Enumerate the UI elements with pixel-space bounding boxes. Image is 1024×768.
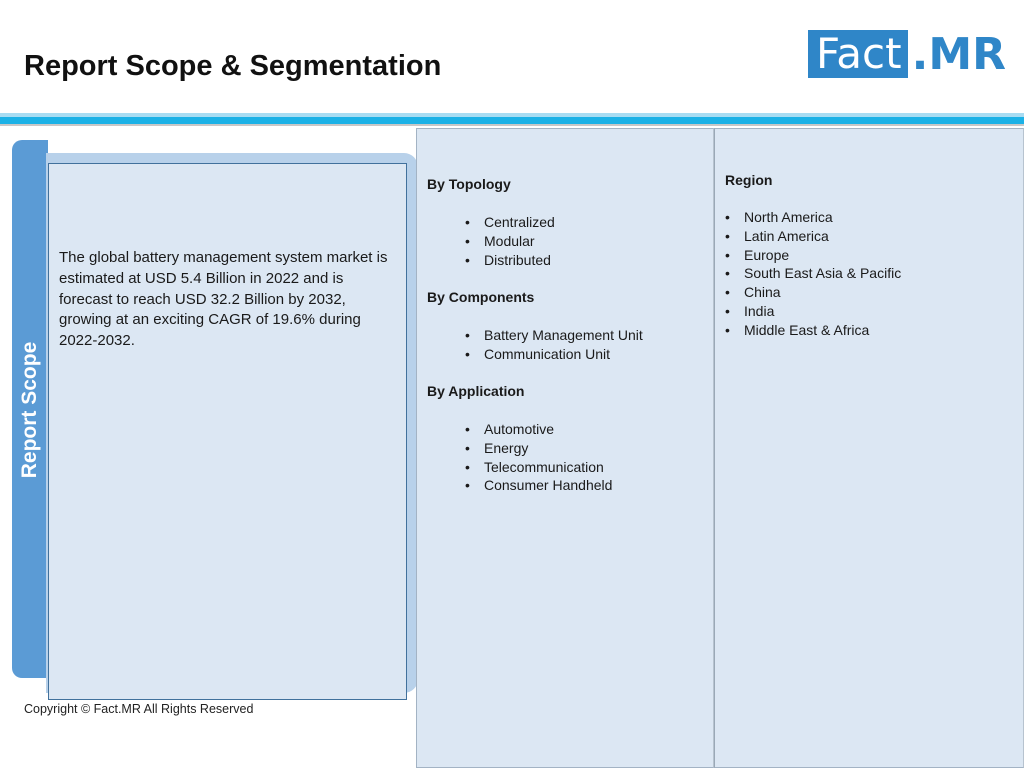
logo-suffix-text: .MR (911, 28, 1006, 80)
bullet-icon: • (725, 246, 730, 263)
bullet-icon: • (725, 321, 730, 338)
components-heading: By Components (427, 289, 535, 305)
list-item-label: Telecommunication (484, 458, 604, 475)
bullet-icon: • (465, 327, 470, 343)
list-item-label: Middle East & Africa (744, 321, 870, 338)
list-item (725, 302, 901, 321)
header-rule (0, 117, 1024, 124)
segmentation-panel (416, 128, 714, 768)
bullet-icon: • (465, 439, 470, 456)
list-item (725, 208, 901, 227)
bullet-icon: • (725, 209, 730, 225)
list-item (725, 321, 901, 340)
region-panel (714, 128, 1024, 768)
list-item-label: Centralized (484, 214, 555, 230)
bullet-icon: • (725, 227, 730, 244)
list-item (465, 232, 555, 251)
list-item-label: Battery Management Unit (484, 327, 643, 343)
application-list (465, 420, 612, 495)
bullet-icon: • (465, 232, 470, 249)
bullet-icon: • (725, 265, 730, 282)
bullet-icon: • (465, 251, 470, 268)
list-item (725, 264, 901, 283)
list-item (725, 246, 901, 265)
list-item (465, 251, 555, 270)
list-item-label: Automotive (484, 421, 555, 437)
list-item (465, 345, 643, 364)
list-item-label: Communication Unit (484, 345, 611, 362)
list-item-label: Energy (484, 439, 529, 456)
header-rule-shadow (0, 124, 1024, 126)
application-heading: By Application (427, 383, 525, 399)
fact-mr-logo (808, 30, 1006, 78)
list-item (465, 476, 612, 495)
bullet-icon: • (725, 302, 730, 319)
list-item-label: North America (744, 209, 833, 225)
bullet-icon: • (465, 477, 470, 494)
report-scope-label: Report Scope (18, 341, 41, 479)
page-title: Report Scope & Segmentation (24, 50, 442, 82)
list-item (465, 458, 612, 477)
list-item (725, 283, 901, 302)
list-item-label: Distributed (484, 251, 551, 268)
list-item (465, 213, 555, 232)
region-list (725, 208, 901, 340)
list-item-label: China (744, 284, 781, 301)
list-item (465, 420, 612, 439)
topology-heading: By Topology (427, 176, 511, 192)
list-item (725, 227, 901, 246)
copyright-notice: Copyright © Fact.MR All Rights Reserved (24, 702, 254, 716)
list-item-label: India (744, 302, 775, 319)
summary-text: The global battery management system market is estimated at USD 5.4 Billion in 2022 and is forecast to reach USD 32.2 Billion by 2032, growing at an exciting CAGR of 19.6% during 2022-2032. (59, 249, 388, 350)
list-item-label: Modular (484, 232, 535, 249)
summary-box (48, 163, 407, 700)
logo-main-text: Fact (808, 30, 908, 78)
list-item (465, 439, 612, 458)
bullet-icon: • (465, 214, 470, 230)
bullet-icon: • (465, 345, 470, 362)
list-item-label: Latin America (744, 227, 829, 244)
topology-list (465, 213, 555, 269)
bullet-icon: • (465, 458, 470, 475)
list-item-label: Europe (744, 246, 790, 263)
list-item-label: South East Asia & Pacific (744, 265, 902, 282)
bullet-icon: • (725, 284, 730, 301)
components-list (465, 326, 643, 364)
bullet-icon: • (465, 421, 470, 437)
list-item (465, 326, 643, 345)
list-item-label: Consumer Handheld (484, 477, 613, 494)
region-heading: Region (725, 172, 773, 188)
